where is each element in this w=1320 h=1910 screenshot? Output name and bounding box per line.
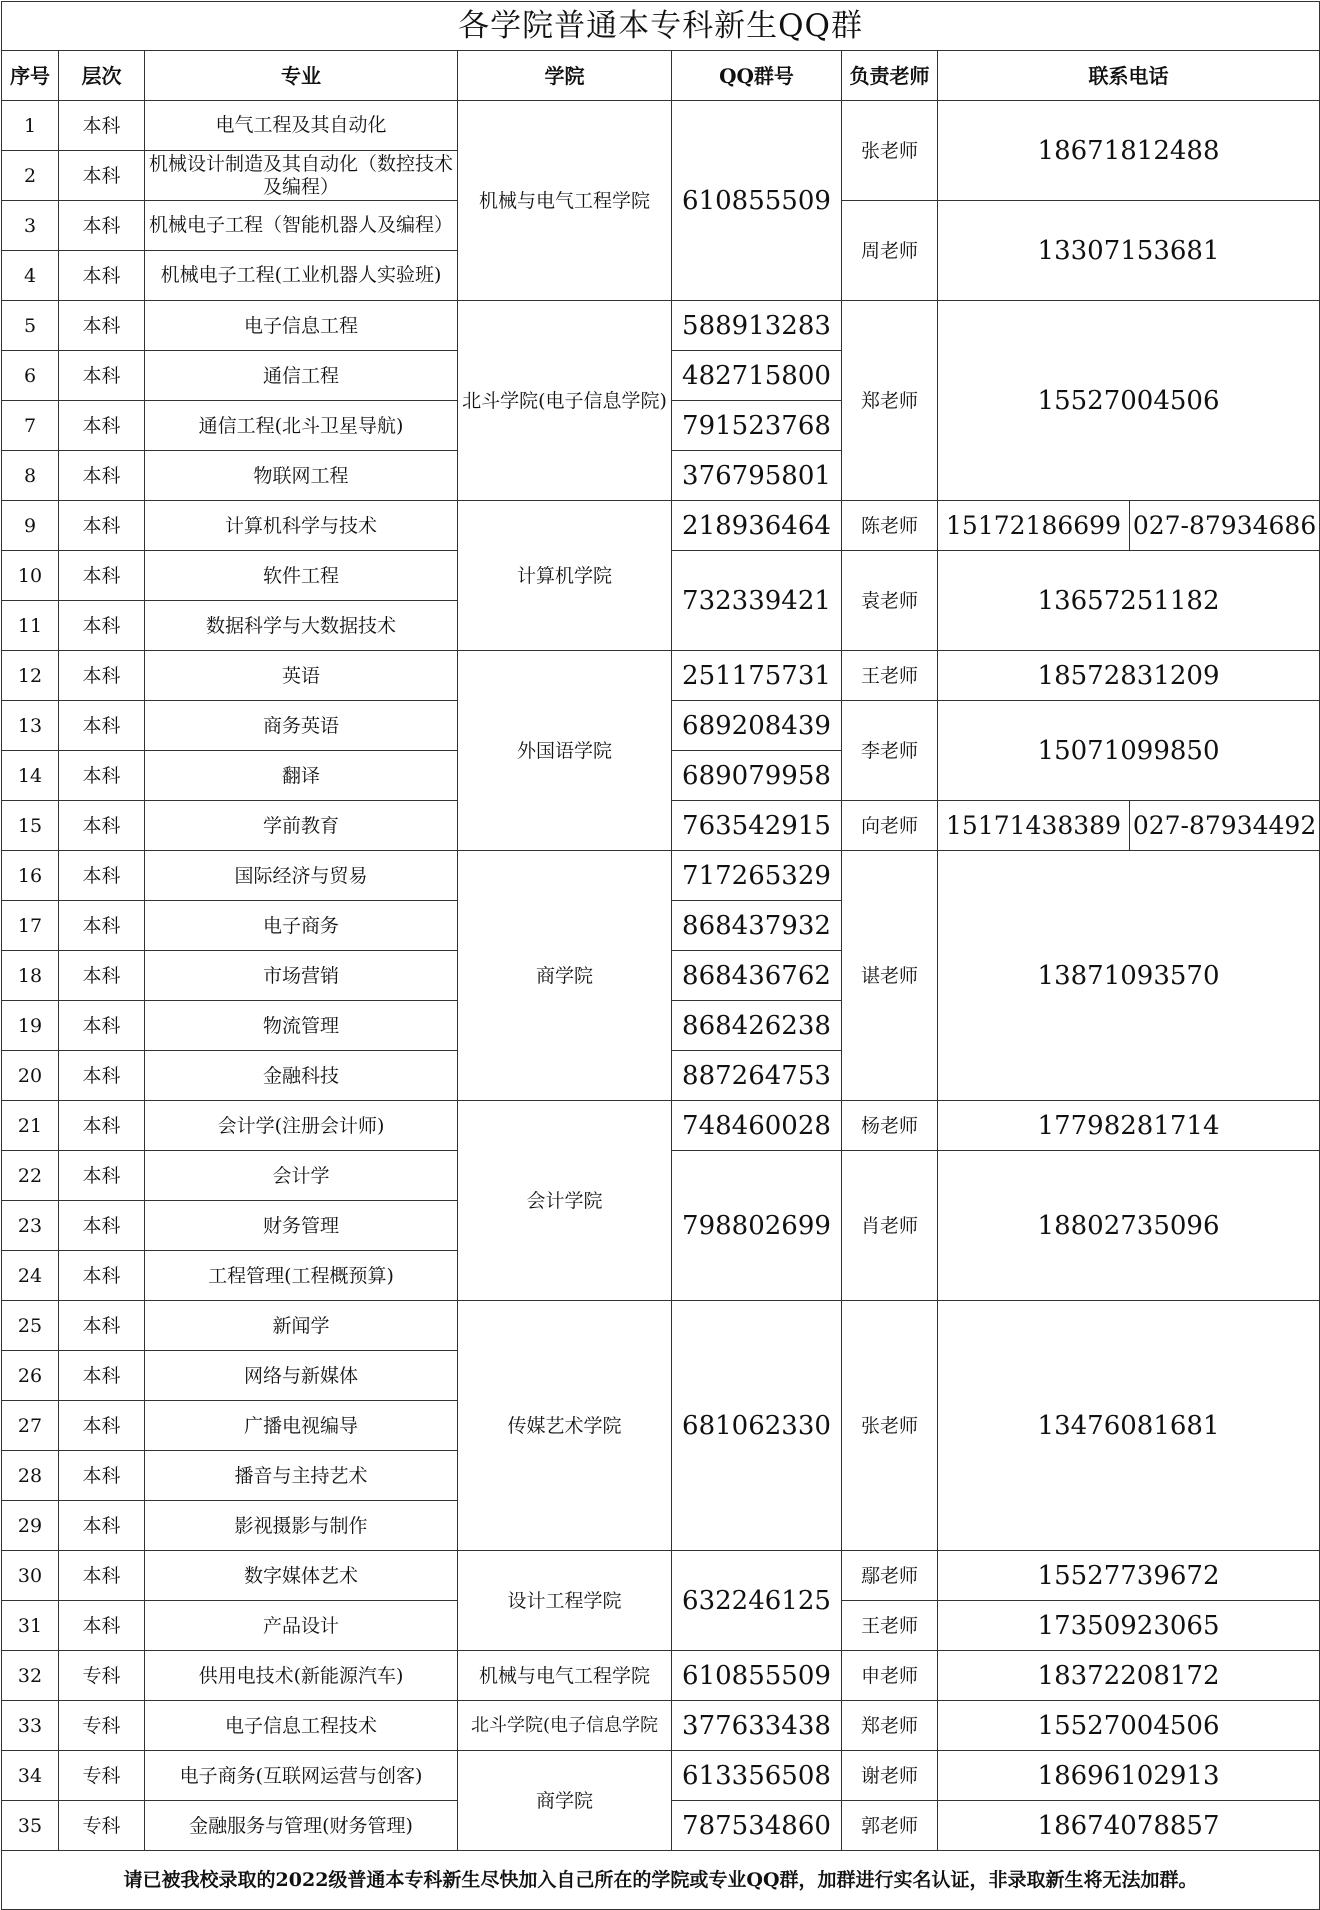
major-cell: 会计学(注册会计师) — [145, 1101, 458, 1151]
seq-cell: 1 — [2, 101, 59, 151]
teacher-cell: 郑老师 — [842, 1701, 938, 1751]
major-cell: 工程管理(工程概预算) — [145, 1251, 458, 1301]
table-row — [2, 1301, 1320, 1351]
seq-cell: 20 — [2, 1051, 59, 1101]
level-cell: 本科 — [59, 151, 145, 201]
teacher-cell: 周老师 — [842, 201, 938, 301]
college-cell: 机械与电气工程学院 — [458, 1651, 672, 1701]
level-cell: 本科 — [59, 801, 145, 851]
header-college: 学院 — [458, 51, 672, 101]
seq-cell: 32 — [2, 1651, 59, 1701]
qq-cell: 798802699 — [672, 1151, 842, 1301]
qq-cell: 681062330 — [672, 1301, 842, 1551]
qq-cell: 218936464 — [672, 501, 842, 551]
level-cell: 本科 — [59, 201, 145, 251]
major-cell: 学前教育 — [145, 801, 458, 851]
teacher-cell: 鄢老师 — [842, 1551, 938, 1601]
level-cell: 本科 — [59, 401, 145, 451]
major-cell: 会计学 — [145, 1151, 458, 1201]
major-cell: 电子商务(互联网运营与创客) — [145, 1751, 458, 1801]
phone-cell: 15527739672 — [938, 1551, 1320, 1601]
level-cell: 本科 — [59, 901, 145, 951]
level-cell: 本科 — [59, 651, 145, 701]
major-cell: 通信工程(北斗卫星导航) — [145, 401, 458, 451]
major-cell: 财务管理 — [145, 1201, 458, 1251]
major-cell: 机械电子工程(工业机器人实验班) — [145, 251, 458, 301]
seq-cell: 10 — [2, 551, 59, 601]
seq-cell: 34 — [2, 1751, 59, 1801]
level-cell: 专科 — [59, 1751, 145, 1801]
seq-cell: 35 — [2, 1801, 59, 1851]
teacher-cell: 肖老师 — [842, 1151, 938, 1301]
qq-group-sheet — [1, 1, 1319, 1891]
header-teacher: 负责老师 — [842, 51, 938, 101]
seq-cell: 19 — [2, 1001, 59, 1051]
level-cell: 本科 — [59, 551, 145, 601]
college-cell: 商学院 — [458, 851, 672, 1101]
landline-cell: 027-87934686 — [1130, 501, 1320, 551]
seq-cell: 16 — [2, 851, 59, 901]
college-cell: 设计工程学院 — [458, 1551, 672, 1651]
qq-cell: 377633438 — [672, 1701, 842, 1751]
major-cell: 软件工程 — [145, 551, 458, 601]
major-cell: 数字媒体艺术 — [145, 1551, 458, 1601]
qq-cell: 868436762 — [672, 951, 842, 1001]
level-cell: 本科 — [59, 1101, 145, 1151]
seq-cell: 27 — [2, 1401, 59, 1451]
teacher-cell: 申老师 — [842, 1651, 938, 1701]
seq-cell: 13 — [2, 701, 59, 751]
seq-cell: 3 — [2, 201, 59, 251]
qq-cell: 689079958 — [672, 751, 842, 801]
header-level: 层次 — [59, 51, 145, 101]
table-row — [2, 1651, 1320, 1701]
qq-cell: 613356508 — [672, 1751, 842, 1801]
qq-cell: 632246125 — [672, 1551, 842, 1651]
seq-cell: 33 — [2, 1701, 59, 1751]
level-cell: 专科 — [59, 1651, 145, 1701]
phone-cell: 18696102913 — [938, 1751, 1320, 1801]
qq-cell: 689208439 — [672, 701, 842, 751]
level-cell: 专科 — [59, 1701, 145, 1751]
seq-cell: 11 — [2, 601, 59, 651]
qq-cell: 763542915 — [672, 801, 842, 851]
level-cell: 本科 — [59, 301, 145, 351]
qq-cell: 791523768 — [672, 401, 842, 451]
qq-cell: 717265329 — [672, 851, 842, 901]
level-cell: 本科 — [59, 1551, 145, 1601]
table-row — [2, 651, 1320, 701]
college-cell: 外国语学院 — [458, 651, 672, 851]
header-major: 专业 — [145, 51, 458, 101]
seq-cell: 24 — [2, 1251, 59, 1301]
major-cell: 翻译 — [145, 751, 458, 801]
seq-cell: 17 — [2, 901, 59, 951]
major-cell: 数据科学与大数据技术 — [145, 601, 458, 651]
major-cell: 播音与主持艺术 — [145, 1451, 458, 1501]
phone-cell: 17350923065 — [938, 1601, 1320, 1651]
major-cell: 机械电子工程（智能机器人及编程） — [145, 201, 458, 251]
seq-cell: 22 — [2, 1151, 59, 1201]
table-row — [2, 851, 1320, 901]
table-row — [2, 1551, 1320, 1601]
major-cell: 商务英语 — [145, 701, 458, 751]
teacher-cell: 王老师 — [842, 1601, 938, 1651]
phone-cell: 15171438389 — [938, 801, 1130, 851]
level-cell: 本科 — [59, 1201, 145, 1251]
major-cell: 金融科技 — [145, 1051, 458, 1101]
major-cell: 物联网工程 — [145, 451, 458, 501]
seq-cell: 18 — [2, 951, 59, 1001]
seq-cell: 26 — [2, 1351, 59, 1401]
college-cell: 北斗学院(电子信息学院) — [458, 301, 672, 501]
phone-cell: 18674078857 — [938, 1801, 1320, 1851]
seq-cell: 9 — [2, 501, 59, 551]
teacher-cell: 郑老师 — [842, 301, 938, 501]
phone-cell: 13476081681 — [938, 1301, 1320, 1551]
phone-cell: 18671812488 — [938, 101, 1320, 201]
phone-cell: 13871093570 — [938, 851, 1320, 1101]
level-cell: 本科 — [59, 1601, 145, 1651]
qq-cell: 482715800 — [672, 351, 842, 401]
level-cell: 本科 — [59, 1501, 145, 1551]
major-cell: 电子信息工程技术 — [145, 1701, 458, 1751]
level-cell: 本科 — [59, 501, 145, 551]
phone-cell: 15527004506 — [938, 1701, 1320, 1751]
major-cell: 供用电技术(新能源汽车) — [145, 1651, 458, 1701]
seq-cell: 8 — [2, 451, 59, 501]
major-cell: 金融服务与管理(财务管理) — [145, 1801, 458, 1851]
major-cell: 机械设计制造及其自动化（数控技术及编程） — [145, 151, 458, 201]
landline-cell: 027-87934492 — [1130, 801, 1320, 851]
level-cell: 本科 — [59, 1151, 145, 1201]
level-cell: 专科 — [59, 1801, 145, 1851]
college-cell: 会计学院 — [458, 1101, 672, 1301]
college-cell: 传媒艺术学院 — [458, 1301, 672, 1551]
major-cell: 电气工程及其自动化 — [145, 101, 458, 151]
teacher-cell: 李老师 — [842, 701, 938, 801]
qq-cell: 251175731 — [672, 651, 842, 701]
college-cell: 北斗学院(电子信息学院 — [458, 1701, 672, 1751]
major-cell: 电子商务 — [145, 901, 458, 951]
teacher-cell: 谢老师 — [842, 1751, 938, 1801]
teacher-cell: 向老师 — [842, 801, 938, 851]
seq-cell: 2 — [2, 151, 59, 201]
level-cell: 本科 — [59, 1301, 145, 1351]
footer-note: 请已被我校录取的2022级普通本专科新生尽快加入自己所在的学院或专业QQ群，加群进行实名认证，非录取新生将无法加群。 — [2, 1851, 1320, 1910]
phone-cell: 15172186699 — [938, 501, 1130, 551]
seq-cell: 25 — [2, 1301, 59, 1351]
level-cell: 本科 — [59, 851, 145, 901]
teacher-cell: 王老师 — [842, 651, 938, 701]
qq-cell: 610855509 — [672, 1651, 842, 1701]
level-cell: 本科 — [59, 1451, 145, 1501]
table-row — [2, 101, 1320, 151]
table-row — [2, 1751, 1320, 1801]
level-cell: 本科 — [59, 101, 145, 151]
qq-cell: 588913283 — [672, 301, 842, 351]
phone-cell: 18572831209 — [938, 651, 1320, 701]
phone-cell: 13307153681 — [938, 201, 1320, 301]
qq-cell: 868437932 — [672, 901, 842, 951]
seq-cell: 21 — [2, 1101, 59, 1151]
phone-cell: 15527004506 — [938, 301, 1320, 501]
major-cell: 通信工程 — [145, 351, 458, 401]
level-cell: 本科 — [59, 451, 145, 501]
major-cell: 计算机科学与技术 — [145, 501, 458, 551]
qq-cell: 887264753 — [672, 1051, 842, 1101]
table-title: 各学院普通本专科新生QQ群 — [2, 2, 1320, 51]
phone-cell: 17798281714 — [938, 1101, 1320, 1151]
level-cell: 本科 — [59, 1351, 145, 1401]
table-row — [2, 301, 1320, 351]
level-cell: 本科 — [59, 1051, 145, 1101]
qq-cell: 610855509 — [672, 101, 842, 301]
teacher-cell: 张老师 — [842, 1301, 938, 1551]
teacher-cell: 谌老师 — [842, 851, 938, 1101]
phone-cell: 15071099850 — [938, 701, 1320, 801]
seq-cell: 5 — [2, 301, 59, 351]
level-cell: 本科 — [59, 601, 145, 651]
seq-cell: 23 — [2, 1201, 59, 1251]
seq-cell: 29 — [2, 1501, 59, 1551]
table-row — [2, 1101, 1320, 1151]
major-cell: 英语 — [145, 651, 458, 701]
qq-cell: 376795801 — [672, 451, 842, 501]
header-phone: 联系电话 — [938, 51, 1320, 101]
qq-cell: 748460028 — [672, 1101, 842, 1151]
level-cell: 本科 — [59, 701, 145, 751]
table-row — [2, 501, 1320, 551]
level-cell: 本科 — [59, 751, 145, 801]
seq-cell: 31 — [2, 1601, 59, 1651]
teacher-cell: 陈老师 — [842, 501, 938, 551]
phone-cell: 13657251182 — [938, 551, 1320, 651]
seq-cell: 7 — [2, 401, 59, 451]
qq-cell: 732339421 — [672, 551, 842, 651]
qq-cell: 787534860 — [672, 1801, 842, 1851]
major-cell: 物流管理 — [145, 1001, 458, 1051]
teacher-cell: 杨老师 — [842, 1101, 938, 1151]
seq-cell: 12 — [2, 651, 59, 701]
college-cell: 商学院 — [458, 1751, 672, 1851]
seq-cell: 15 — [2, 801, 59, 851]
seq-cell: 6 — [2, 351, 59, 401]
phone-cell: 18802735096 — [938, 1151, 1320, 1301]
college-cell: 计算机学院 — [458, 501, 672, 651]
level-cell: 本科 — [59, 1001, 145, 1051]
seq-cell: 14 — [2, 751, 59, 801]
level-cell: 本科 — [59, 1401, 145, 1451]
seq-cell: 28 — [2, 1451, 59, 1501]
major-cell: 国际经济与贸易 — [145, 851, 458, 901]
seq-cell: 4 — [2, 251, 59, 301]
qq-cell: 868426238 — [672, 1001, 842, 1051]
major-cell: 产品设计 — [145, 1601, 458, 1651]
teacher-cell: 袁老师 — [842, 551, 938, 651]
teacher-cell: 郭老师 — [842, 1801, 938, 1851]
level-cell: 本科 — [59, 351, 145, 401]
major-cell: 电子信息工程 — [145, 301, 458, 351]
college-cell: 机械与电气工程学院 — [458, 101, 672, 301]
teacher-cell: 张老师 — [842, 101, 938, 201]
level-cell: 本科 — [59, 1251, 145, 1301]
major-cell: 网络与新媒体 — [145, 1351, 458, 1401]
level-cell: 本科 — [59, 251, 145, 301]
header-qq: QQ群号 — [672, 51, 842, 101]
major-cell: 市场营销 — [145, 951, 458, 1001]
header-seq: 序号 — [2, 51, 59, 101]
table-row — [2, 1701, 1320, 1751]
phone-cell: 18372208172 — [938, 1651, 1320, 1701]
qq-group-table — [1, 1, 1320, 1910]
seq-cell: 30 — [2, 1551, 59, 1601]
level-cell: 本科 — [59, 951, 145, 1001]
major-cell: 新闻学 — [145, 1301, 458, 1351]
major-cell: 影视摄影与制作 — [145, 1501, 458, 1551]
major-cell: 广播电视编导 — [145, 1401, 458, 1451]
